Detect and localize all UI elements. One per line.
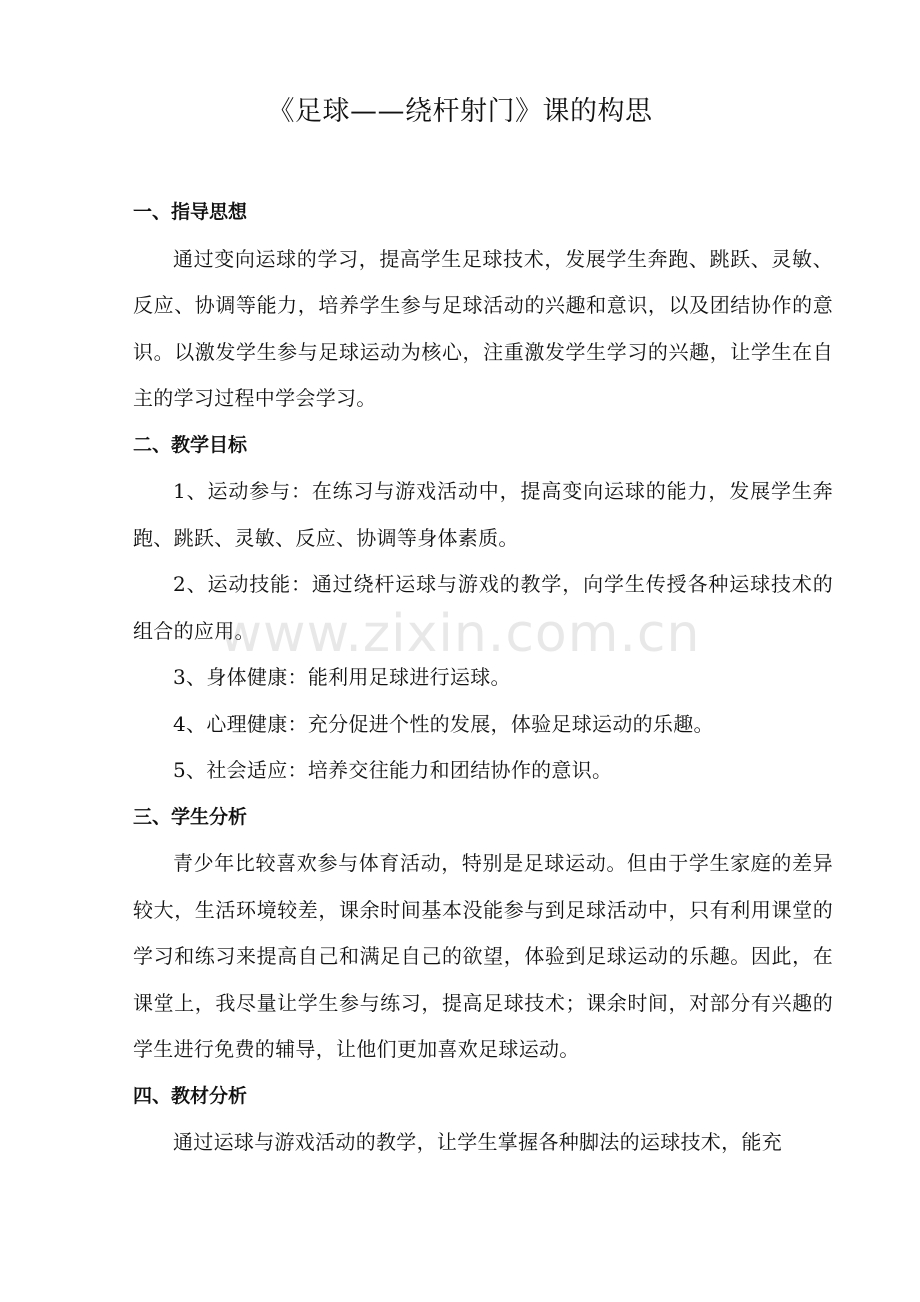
paragraph: 通过运球与游戏活动的教学，让学生掌握各种脚法的运球技术，能充 bbox=[173, 1130, 782, 1154]
section-heading-teaching-goals: 二、教学目标 bbox=[133, 433, 248, 456]
document-title: 《足球——绕杆射门》课的构思 bbox=[267, 96, 653, 127]
goal-item: 1、运动参与：在练习与游戏活动中，提高变向运球的能力，发展学生奔跑、跳跃、灵敏、反应、协调等身体素质。 bbox=[133, 479, 833, 550]
paragraph: 通过变向运球的学习，提高学生足球技术，发展学生奔跑、跳跃、灵敏、反应、协调等能力，培养学生参与足球活动的兴趣和意识，以及团结协作的意识。以激发学生参与足球运动为核心，注重激发学生学习的兴趣，让学生在自主的学习过程中学会学习。 bbox=[133, 246, 833, 410]
watermark: www.zixin.com.cn bbox=[219, 604, 701, 664]
goal-item: 5、社会适应：培养交往能力和团结协作的意识。 bbox=[173, 758, 613, 782]
section-heading-guiding-ideology: 一、指导思想 bbox=[133, 201, 248, 223]
goal-item: 4、心理健康：充分促进个性的发展，体验足球运动的乐趣。 bbox=[173, 711, 714, 736]
section-heading-student-analysis: 三、学生分析 bbox=[133, 805, 248, 828]
goal-item: 3、身体健康：能利用足球进行运球。 bbox=[173, 665, 511, 689]
section-heading-material-analysis: 四、教材分析 bbox=[133, 1084, 248, 1107]
paragraph: 青少年比较喜欢参与体育活动，特别是足球运动。但由于学生家庭的差异较大，生活环境较差，课余时间基本没能参与到足球活动中，只有利用课堂的学习和练习来提高自己和满足自己的欲望，体验到足球运动的乐趣。因此，在课堂上，我尽量让学生参与练习，提高足球技术；课余时间，对部分有兴趣的学生进行免费的辅导，让他们更加喜欢足球运动。 bbox=[133, 851, 833, 1061]
document-body bbox=[133, 189, 833, 1166]
goal-item: 2、运动技能：通过绕杆运球与游戏的教学，向学生传授各种运球技术的组合的应用。 bbox=[133, 572, 833, 643]
